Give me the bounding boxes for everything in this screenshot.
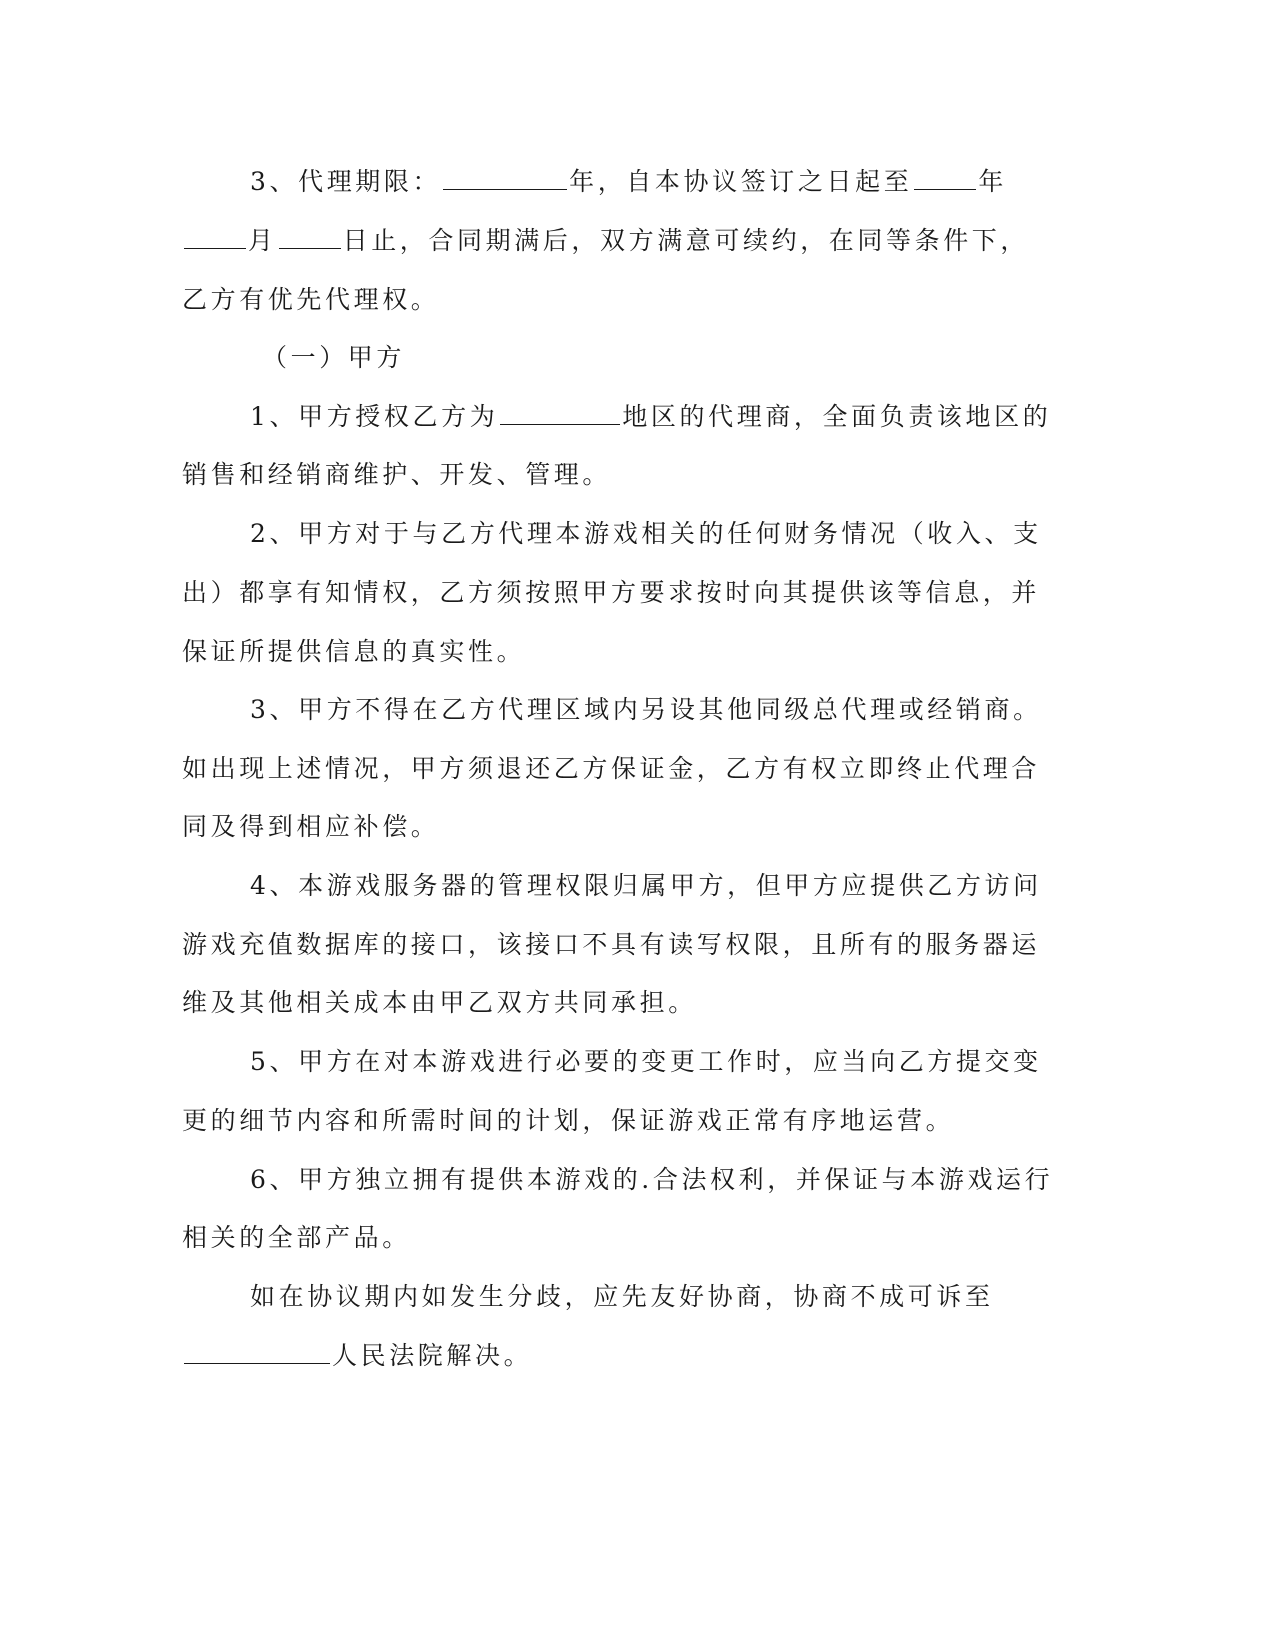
item-5-text-1: 5、甲方在对本游戏进行必要的变更工作时，应当向乙方提交变	[250, 1047, 1042, 1076]
item-4-line-1	[250, 866, 1130, 906]
item-6-text-1: 6、甲方独立拥有提供本游戏的.合法权利，并保证与本游戏运行	[250, 1165, 1054, 1194]
item-3-line-1	[250, 690, 1130, 730]
dispute-line-1	[250, 1277, 1130, 1317]
item-2-text-3: 保证所提供信息的真实性。	[182, 637, 526, 666]
item-1-text-b: 地区的代理商，全面负责该地区的	[622, 402, 1052, 431]
item-5-line-1	[250, 1042, 1130, 1082]
item-4-text-2: 游戏充值数据库的接口，该接口不具有读写权限，且所有的服务器运	[182, 930, 1041, 959]
item-4-line-2	[182, 925, 1062, 965]
item-6-text-2: 相关的全部产品。	[182, 1223, 411, 1252]
item-3-text-3: 同及得到相应补偿。	[182, 812, 440, 841]
item-3-text-1: 3、甲方不得在乙方代理区域内另设其他同级总代理或经销商。	[250, 695, 1042, 724]
item-4-line-3	[182, 983, 1062, 1023]
item-1-line-2	[182, 455, 1062, 495]
clause-3-line-2	[182, 221, 1062, 261]
item-6-line-2	[182, 1218, 1062, 1258]
item-5-text-2: 更的细节内容和所需时间的计划，保证游戏正常有序地运营。	[182, 1106, 955, 1135]
clause-3-line-1	[250, 162, 1130, 202]
court-blank[interactable]	[184, 1339, 330, 1364]
clause-3-renewal-text: 日止，合同期满后，双方满意可续约，在同等条件下，	[342, 226, 1030, 255]
item-2-line-1	[250, 514, 1130, 554]
item-4-text-1: 4、本游戏服务器的管理权限归属甲方，但甲方应提供乙方访问	[250, 871, 1042, 900]
end-day-blank[interactable]	[279, 224, 341, 249]
region-blank[interactable]	[500, 400, 620, 425]
item-3-line-2	[182, 749, 1062, 789]
month-label: 月	[248, 226, 277, 255]
dispute-line-2	[182, 1336, 1062, 1376]
item-5-line-2	[182, 1101, 1062, 1141]
item-3-text-2: 如出现上述情况，甲方须退还乙方保证金，乙方有权立即终止代理合	[182, 754, 1041, 783]
item-2-text-2: 出）都享有知情权，乙方须按照甲方要求按时向其提供该等信息，并	[182, 578, 1041, 607]
item-1-text-c: 销售和经销商维护、开发、管理。	[182, 460, 612, 489]
item-4-text-3: 维及其他相关成本由甲乙双方共同承担。	[182, 988, 697, 1017]
term-years-blank[interactable]	[443, 165, 567, 190]
clause-3-priority-text: 乙方有优先代理权。	[182, 285, 440, 314]
dispute-text-1: 如在协议期内如发生分歧，应先友好协商，协商不成可诉至	[250, 1282, 994, 1311]
clause-3-term-label: 3、代理期限：	[250, 167, 442, 196]
item-1-text-a: 1、甲方授权乙方为	[250, 402, 499, 431]
clause-3-line-3	[182, 280, 1062, 320]
clause-3-text: 年，自本协议签订之日起至	[569, 167, 913, 196]
item-2-line-3	[182, 632, 1062, 672]
item-2-text-1: 2、甲方对于与乙方代理本游戏相关的任何财务情况（收入、支	[250, 519, 1042, 548]
section-heading-text: （一）甲方	[262, 343, 406, 372]
item-2-line-2	[182, 573, 1062, 613]
section-party-a-heading	[262, 338, 1142, 378]
year-label: 年	[978, 167, 1007, 196]
item-3-line-3	[182, 807, 1062, 847]
dispute-text-2: 人民法院解决。	[332, 1341, 533, 1370]
end-year-blank[interactable]	[914, 165, 976, 190]
item-1-line-1	[250, 397, 1130, 437]
end-month-blank[interactable]	[184, 224, 246, 249]
item-6-line-1	[250, 1160, 1130, 1200]
